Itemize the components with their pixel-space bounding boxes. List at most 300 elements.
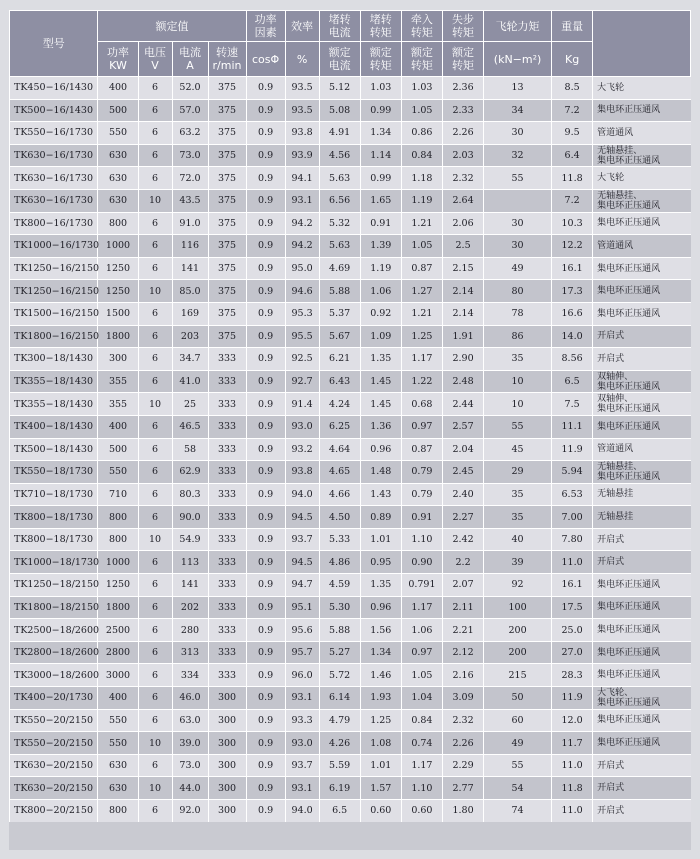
cell-weight: 5.94 (552, 461, 593, 484)
cell-speed: 375 (208, 280, 246, 303)
cell-efficiency: 93.0 (285, 415, 319, 438)
cell-efficiency: 93.8 (285, 122, 319, 145)
cell-current: 90.0 (172, 506, 208, 529)
cell-power-factor: 0.9 (246, 641, 285, 664)
cell-note: 集电环正压通风 (593, 302, 691, 325)
cell-power: 355 (98, 370, 138, 393)
cell-flywheel-moment: 29 (484, 461, 552, 484)
cell-model: TK800−16/1730 (10, 212, 98, 235)
cell-efficiency: 93.5 (285, 77, 319, 100)
cell-pullout-torque-ratio: 2.64 (442, 189, 483, 212)
cell-model: TK500−18/1430 (10, 438, 98, 461)
cell-note: 集电环正压通风 (593, 212, 691, 235)
cell-power-factor: 0.9 (246, 483, 285, 506)
table-row (10, 754, 691, 777)
header-current: 电流 A (172, 42, 208, 77)
header-rated: 额定值 (98, 11, 246, 42)
cell-note: 集电环正压通风 (593, 732, 691, 755)
cell-model: TK550−18/1730 (10, 461, 98, 484)
cell-voltage: 10 (138, 528, 172, 551)
cell-flywheel-moment: 30 (484, 122, 552, 145)
cell-weight: 7.80 (552, 528, 593, 551)
table-row (10, 574, 691, 597)
cell-current: 34.7 (172, 348, 208, 371)
cell-pullin-torque-ratio: 0.60 (401, 800, 442, 822)
table-row (10, 212, 691, 235)
cell-efficiency: 94.0 (285, 800, 319, 822)
cell-locked-current-ratio: 5.72 (319, 664, 360, 687)
cell-power: 550 (98, 709, 138, 732)
cell-current: 85.0 (172, 280, 208, 303)
cell-efficiency: 95.6 (285, 619, 319, 642)
cell-voltage: 6 (138, 551, 172, 574)
table-row (10, 280, 691, 303)
cell-voltage: 6 (138, 438, 172, 461)
cell-power-factor: 0.9 (246, 574, 285, 597)
cell-current: 202 (172, 596, 208, 619)
cell-current: 43.5 (172, 189, 208, 212)
cell-current: 203 (172, 325, 208, 348)
cell-pullout-torque-ratio: 2.32 (442, 167, 483, 190)
cell-pullin-torque-ratio: 1.03 (401, 77, 442, 100)
cell-weight: 12.2 (552, 235, 593, 258)
cell-locked-current-ratio: 6.19 (319, 777, 360, 800)
cell-pullin-torque-ratio: 1.17 (401, 754, 442, 777)
header-weight: 重量 (552, 11, 593, 42)
cell-current: 80.3 (172, 483, 208, 506)
header-locked-torque: 堵转 转矩 (360, 11, 401, 42)
cell-weight: 7.2 (552, 189, 593, 212)
cell-flywheel-moment: 32 (484, 144, 552, 167)
cell-locked-torque-ratio: 1.25 (360, 709, 401, 732)
table-row (10, 596, 691, 619)
cell-current: 62.9 (172, 461, 208, 484)
cell-weight: 27.0 (552, 641, 593, 664)
header-rated-torque-1: 额定 转矩 (360, 42, 401, 77)
cell-flywheel-moment: 40 (484, 528, 552, 551)
cell-weight: 16.1 (552, 257, 593, 280)
cell-pullin-torque-ratio: 1.21 (401, 212, 442, 235)
cell-note: 开启式 (593, 754, 691, 777)
cell-weight: 8.56 (552, 348, 593, 371)
table-row (10, 438, 691, 461)
cell-pullin-torque-ratio: 0.97 (401, 641, 442, 664)
table-row (10, 257, 691, 280)
table-row (10, 461, 691, 484)
cell-pullout-torque-ratio: 2.57 (442, 415, 483, 438)
cell-speed: 333 (208, 415, 246, 438)
cell-voltage: 6 (138, 325, 172, 348)
cell-pullin-torque-ratio: 0.79 (401, 461, 442, 484)
cell-locked-torque-ratio: 0.89 (360, 506, 401, 529)
cell-flywheel-moment: 39 (484, 551, 552, 574)
header-speed: 转速 r/min (208, 42, 246, 77)
cell-locked-current-ratio: 4.79 (319, 709, 360, 732)
cell-note: 管道通风 (593, 122, 691, 145)
cell-speed: 375 (208, 144, 246, 167)
header-pullin-torque: 牵入 转矩 (401, 11, 442, 42)
cell-model: TK1250−16/2150 (10, 257, 98, 280)
cell-pullin-torque-ratio: 1.06 (401, 619, 442, 642)
cell-voltage: 6 (138, 348, 172, 371)
cell-locked-torque-ratio: 1.45 (360, 370, 401, 393)
cell-weight: 11.9 (552, 687, 593, 710)
cell-note: 管道通风 (593, 438, 691, 461)
cell-power-factor: 0.9 (246, 732, 285, 755)
cell-model: TK630−16/1730 (10, 167, 98, 190)
cell-efficiency: 95.7 (285, 641, 319, 664)
cell-flywheel-moment: 215 (484, 664, 552, 687)
cell-power: 1800 (98, 325, 138, 348)
cell-power: 1800 (98, 596, 138, 619)
cell-locked-current-ratio: 5.88 (319, 280, 360, 303)
cell-locked-current-ratio: 4.69 (319, 257, 360, 280)
cell-pullout-torque-ratio: 2.27 (442, 506, 483, 529)
cell-speed: 375 (208, 77, 246, 100)
cell-power: 630 (98, 189, 138, 212)
cell-weight: 11.8 (552, 167, 593, 190)
cell-weight: 9.5 (552, 122, 593, 145)
cell-pullin-torque-ratio: 1.17 (401, 596, 442, 619)
cell-weight: 11.9 (552, 438, 593, 461)
cell-flywheel-moment: 55 (484, 415, 552, 438)
header-efficiency: 效率 (285, 11, 319, 42)
cell-power-factor: 0.9 (246, 528, 285, 551)
cell-current: 72.0 (172, 167, 208, 190)
cell-efficiency: 93.9 (285, 144, 319, 167)
cell-flywheel-moment: 55 (484, 754, 552, 777)
cell-weight: 25.0 (552, 619, 593, 642)
cell-efficiency: 91.4 (285, 393, 319, 416)
cell-model: TK3000−18/2600 (10, 664, 98, 687)
cell-power: 400 (98, 77, 138, 100)
cell-locked-current-ratio: 5.63 (319, 235, 360, 258)
header-pullout-torque: 失步 转矩 (442, 11, 483, 42)
cell-flywheel-moment: 34 (484, 99, 552, 122)
cell-efficiency: 93.0 (285, 732, 319, 755)
cell-note: 开启式 (593, 777, 691, 800)
cell-note: 双轴伸、 集电环正压通风 (593, 393, 691, 416)
cell-weight: 14.0 (552, 325, 593, 348)
cell-power: 630 (98, 777, 138, 800)
cell-voltage: 6 (138, 257, 172, 280)
cell-pullout-torque-ratio: 2.2 (442, 551, 483, 574)
cell-voltage: 10 (138, 393, 172, 416)
cell-locked-torque-ratio: 0.60 (360, 800, 401, 822)
cell-voltage: 6 (138, 302, 172, 325)
cell-pullout-torque-ratio: 2.48 (442, 370, 483, 393)
cell-pullin-torque-ratio: 0.68 (401, 393, 442, 416)
cell-locked-torque-ratio: 1.43 (360, 483, 401, 506)
cell-speed: 333 (208, 551, 246, 574)
cell-note: 集电环正压通风 (593, 709, 691, 732)
cell-efficiency: 93.2 (285, 438, 319, 461)
cell-speed: 300 (208, 754, 246, 777)
cell-model: TK630−16/1730 (10, 189, 98, 212)
cell-locked-torque-ratio: 1.36 (360, 415, 401, 438)
cell-weight: 28.3 (552, 664, 593, 687)
cell-note: 开启式 (593, 528, 691, 551)
table-row (10, 144, 691, 167)
cell-pullout-torque-ratio: 3.09 (442, 687, 483, 710)
cell-power: 630 (98, 167, 138, 190)
cell-pullout-torque-ratio: 2.45 (442, 461, 483, 484)
cell-pullin-torque-ratio: 0.91 (401, 506, 442, 529)
cell-locked-torque-ratio: 1.01 (360, 754, 401, 777)
cell-current: 41.0 (172, 370, 208, 393)
cell-current: 63.2 (172, 122, 208, 145)
cell-pullout-torque-ratio: 2.42 (442, 528, 483, 551)
cell-speed: 375 (208, 212, 246, 235)
cell-flywheel-moment (484, 189, 552, 212)
cell-pullin-torque-ratio: 0.74 (401, 732, 442, 755)
cell-flywheel-moment: 80 (484, 280, 552, 303)
cell-weight: 7.00 (552, 506, 593, 529)
cell-pullout-torque-ratio: 2.03 (442, 144, 483, 167)
cell-pullin-torque-ratio: 1.25 (401, 325, 442, 348)
cell-flywheel-moment: 92 (484, 574, 552, 597)
cell-flywheel-moment: 10 (484, 393, 552, 416)
cell-pullout-torque-ratio: 2.12 (442, 641, 483, 664)
cell-power: 2800 (98, 641, 138, 664)
spec-sheet (9, 10, 691, 850)
cell-note: 开启式 (593, 325, 691, 348)
cell-flywheel-moment: 45 (484, 438, 552, 461)
cell-model: TK300−18/1430 (10, 348, 98, 371)
cell-speed: 333 (208, 348, 246, 371)
cell-efficiency: 95.5 (285, 325, 319, 348)
cell-power: 400 (98, 415, 138, 438)
header-locked-current: 堵转 电流 (319, 11, 360, 42)
cell-locked-current-ratio: 5.59 (319, 754, 360, 777)
cell-voltage: 10 (138, 732, 172, 755)
cell-locked-current-ratio: 5.12 (319, 77, 360, 100)
cell-speed: 300 (208, 687, 246, 710)
cell-voltage: 6 (138, 506, 172, 529)
cell-locked-current-ratio: 4.59 (319, 574, 360, 597)
cell-efficiency: 94.6 (285, 280, 319, 303)
cell-locked-current-ratio: 5.08 (319, 99, 360, 122)
cell-model: TK630−20/2150 (10, 777, 98, 800)
header-percent: % (285, 42, 319, 77)
cell-pullout-torque-ratio: 2.36 (442, 77, 483, 100)
cell-note: 集电环正压通风 (593, 257, 691, 280)
cell-speed: 333 (208, 370, 246, 393)
cell-voltage: 6 (138, 641, 172, 664)
cell-power-factor: 0.9 (246, 664, 285, 687)
table-row (10, 77, 691, 100)
cell-flywheel-moment: 30 (484, 235, 552, 258)
cell-locked-torque-ratio: 0.99 (360, 167, 401, 190)
cell-speed: 375 (208, 257, 246, 280)
cell-current: 169 (172, 302, 208, 325)
table-body (10, 77, 691, 822)
cell-locked-current-ratio: 4.26 (319, 732, 360, 755)
cell-note: 集电环正压通风 (593, 574, 691, 597)
cell-locked-current-ratio: 4.56 (319, 144, 360, 167)
cell-power: 800 (98, 212, 138, 235)
cell-power: 500 (98, 438, 138, 461)
cell-voltage: 6 (138, 167, 172, 190)
cell-locked-current-ratio: 4.65 (319, 461, 360, 484)
cell-note: 集电环正压通风 (593, 619, 691, 642)
cell-model: TK550−20/2150 (10, 709, 98, 732)
cell-flywheel-moment: 100 (484, 596, 552, 619)
cell-pullin-torque-ratio: 1.10 (401, 528, 442, 551)
cell-model: TK550−20/2150 (10, 732, 98, 755)
cell-power: 1250 (98, 257, 138, 280)
header-rated-current: 额定 电流 (319, 42, 360, 77)
table-row (10, 167, 691, 190)
cell-model: TK355−18/1430 (10, 393, 98, 416)
cell-pullout-torque-ratio: 2.29 (442, 754, 483, 777)
cell-locked-torque-ratio: 1.56 (360, 619, 401, 642)
table-row (10, 528, 691, 551)
cell-locked-torque-ratio: 0.96 (360, 596, 401, 619)
cell-power-factor: 0.9 (246, 280, 285, 303)
cell-current: 113 (172, 551, 208, 574)
cell-locked-current-ratio: 5.33 (319, 528, 360, 551)
cell-locked-current-ratio: 5.30 (319, 596, 360, 619)
cell-model: TK550−16/1730 (10, 122, 98, 145)
cell-current: 44.0 (172, 777, 208, 800)
cell-pullout-torque-ratio: 2.11 (442, 596, 483, 619)
cell-flywheel-moment: 54 (484, 777, 552, 800)
cell-weight: 11.1 (552, 415, 593, 438)
cell-power-factor: 0.9 (246, 506, 285, 529)
cell-voltage: 10 (138, 189, 172, 212)
cell-power-factor: 0.9 (246, 257, 285, 280)
cell-model: TK630−20/2150 (10, 754, 98, 777)
cell-note: 无轴悬挂、 集电环正压通风 (593, 189, 691, 212)
cell-speed: 333 (208, 641, 246, 664)
cell-pullout-torque-ratio: 2.06 (442, 212, 483, 235)
cell-flywheel-moment: 35 (484, 348, 552, 371)
cell-model: TK1000−18/1730 (10, 551, 98, 574)
cell-model: TK450−16/1430 (10, 77, 98, 100)
cell-locked-current-ratio: 4.91 (319, 122, 360, 145)
cell-weight: 7.2 (552, 99, 593, 122)
cell-pullout-torque-ratio: 2.33 (442, 99, 483, 122)
cell-pullout-torque-ratio: 1.80 (442, 800, 483, 822)
cell-voltage: 6 (138, 596, 172, 619)
cell-efficiency: 94.1 (285, 167, 319, 190)
cell-flywheel-moment: 10 (484, 370, 552, 393)
cell-weight: 7.5 (552, 393, 593, 416)
table-row (10, 800, 691, 822)
cell-speed: 375 (208, 122, 246, 145)
cell-locked-torque-ratio: 1.09 (360, 325, 401, 348)
cell-voltage: 6 (138, 144, 172, 167)
table-row (10, 99, 691, 122)
cell-speed: 375 (208, 99, 246, 122)
cell-current: 334 (172, 664, 208, 687)
cell-locked-current-ratio: 6.14 (319, 687, 360, 710)
cell-voltage: 6 (138, 709, 172, 732)
cell-speed: 375 (208, 235, 246, 258)
cell-locked-current-ratio: 6.21 (319, 348, 360, 371)
cell-power: 400 (98, 687, 138, 710)
cell-efficiency: 94.0 (285, 483, 319, 506)
cell-speed: 300 (208, 709, 246, 732)
cell-power-factor: 0.9 (246, 800, 285, 822)
cell-weight: 6.5 (552, 370, 593, 393)
cell-model: TK1250−16/2150 (10, 280, 98, 303)
cell-note: 无轴悬挂 (593, 506, 691, 529)
cell-pullin-torque-ratio: 1.17 (401, 348, 442, 371)
cell-power-factor: 0.9 (246, 415, 285, 438)
cell-pullout-torque-ratio: 2.15 (442, 257, 483, 280)
cell-pullin-torque-ratio: 1.21 (401, 302, 442, 325)
cell-current: 63.0 (172, 709, 208, 732)
cell-efficiency: 94.2 (285, 235, 319, 258)
cell-weight: 11.7 (552, 732, 593, 755)
cell-voltage: 6 (138, 122, 172, 145)
cell-locked-current-ratio: 5.88 (319, 619, 360, 642)
cell-voltage: 6 (138, 800, 172, 822)
cell-pullout-torque-ratio: 2.07 (442, 574, 483, 597)
cell-locked-current-ratio: 4.50 (319, 506, 360, 529)
cell-current: 313 (172, 641, 208, 664)
cell-power-factor: 0.9 (246, 619, 285, 642)
cell-weight: 6.4 (552, 144, 593, 167)
cell-efficiency: 94.2 (285, 212, 319, 235)
cell-power: 300 (98, 348, 138, 371)
cell-power-factor: 0.9 (246, 212, 285, 235)
cell-efficiency: 92.5 (285, 348, 319, 371)
cell-power-factor: 0.9 (246, 777, 285, 800)
cell-efficiency: 93.1 (285, 189, 319, 212)
cell-pullout-torque-ratio: 2.32 (442, 709, 483, 732)
cell-note: 集电环正压通风 (593, 415, 691, 438)
header-model: 型号 (10, 11, 98, 77)
header-power-factor: 功率 因素 (246, 11, 285, 42)
cell-model: TK1800−18/2150 (10, 596, 98, 619)
header-power: 功率 KW (98, 42, 138, 77)
cell-efficiency: 93.1 (285, 777, 319, 800)
cell-weight: 11.8 (552, 777, 593, 800)
cell-current: 39.0 (172, 732, 208, 755)
cell-speed: 333 (208, 528, 246, 551)
cell-pullout-torque-ratio: 2.26 (442, 732, 483, 755)
table-row (10, 393, 691, 416)
cell-flywheel-moment: 49 (484, 732, 552, 755)
cell-pullin-torque-ratio: 1.18 (401, 167, 442, 190)
header-cosphi: cosΦ (246, 42, 285, 77)
cell-speed: 375 (208, 167, 246, 190)
cell-power: 1250 (98, 574, 138, 597)
cell-pullout-torque-ratio: 2.16 (442, 664, 483, 687)
cell-speed: 333 (208, 461, 246, 484)
cell-model: TK400−20/1730 (10, 687, 98, 710)
cell-power: 800 (98, 800, 138, 822)
cell-pullin-torque-ratio: 0.84 (401, 144, 442, 167)
cell-note: 大飞轮 (593, 167, 691, 190)
cell-current: 52.0 (172, 77, 208, 100)
cell-efficiency: 96.0 (285, 664, 319, 687)
cell-model: TK400−18/1430 (10, 415, 98, 438)
cell-voltage: 6 (138, 99, 172, 122)
cell-locked-torque-ratio: 1.34 (360, 122, 401, 145)
cell-power-factor: 0.9 (246, 302, 285, 325)
cell-note: 集电环正压通风 (593, 280, 691, 303)
cell-current: 46.5 (172, 415, 208, 438)
cell-power: 500 (98, 99, 138, 122)
cell-pullin-torque-ratio: 0.79 (401, 483, 442, 506)
cell-flywheel-moment: 200 (484, 641, 552, 664)
cell-pullin-torque-ratio: 0.87 (401, 438, 442, 461)
cell-model: TK630−16/1730 (10, 144, 98, 167)
